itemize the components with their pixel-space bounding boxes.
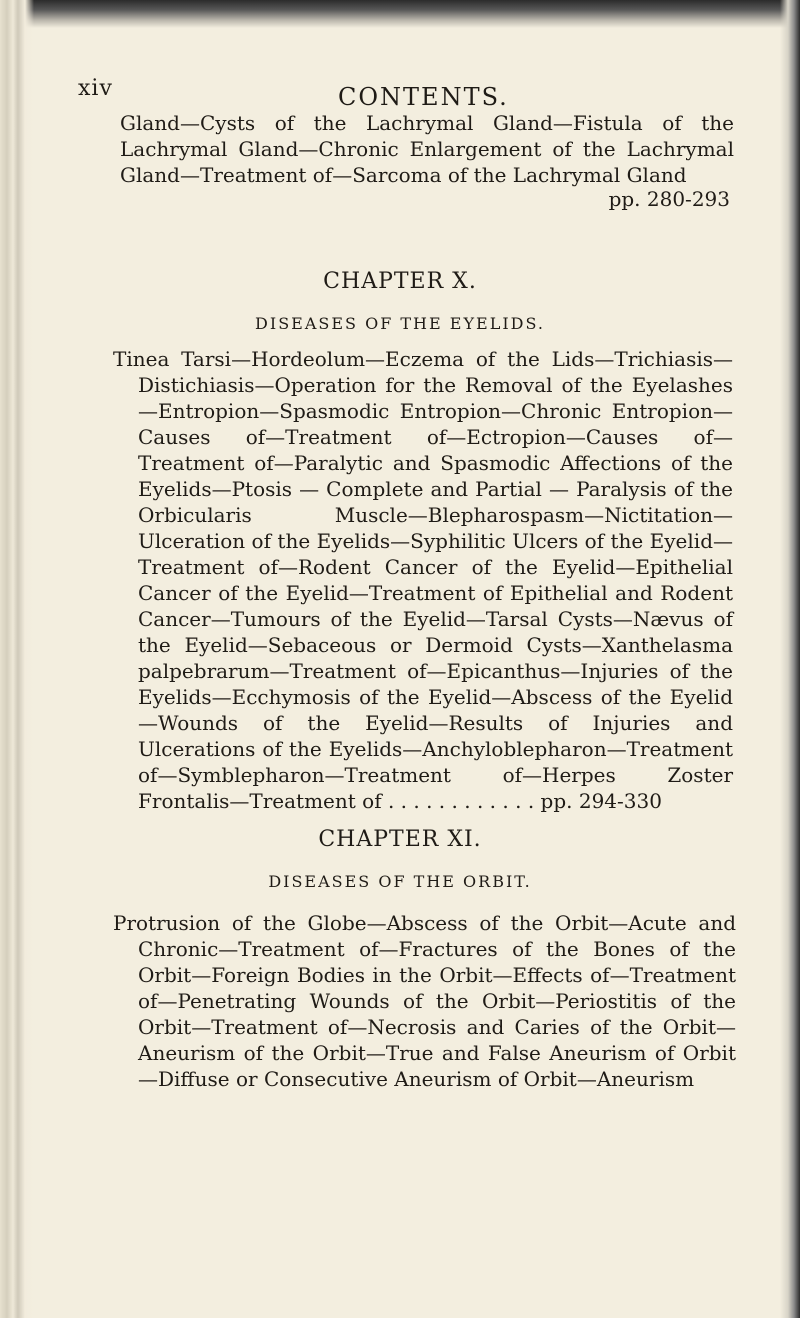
page-number: xiv [78, 76, 113, 101]
page-edge-right [780, 0, 800, 1318]
lachrymal-page-range: pp. 280-293 [608, 187, 730, 211]
eyelids-text: Tinea Tarsi—Hordeolum—Eczema of the Lids—Trichiasis—Distichiasis—Operation for the Removal of the Eyelashes—Entropion—Spasmodic Entropion—Chronic Entropion—Causes of—Treatment of—Ectropion—Causes of—Treatment of—Paralytic and Spasmodic Affections of the Eyelids—Ptosis — Complete and Partial — Paralysis of the Orbicularis Muscle—Blepharospasm—Nictitation—Ulceration of the Eyelids—Syphilitic Ulcers of the Eyelid—Treatment of—Rodent Cancer of the Eyelid—Epithelial Cancer of the Eyelid—Treatment of Epithelial and Rodent Cancer—Tumours of the Eyelid—Tarsal Cysts—Nævus of the Eyelid—Sebaceous or Dermoid Cysts—Xanthelasma palpebrarum—Treatment of—Epicanthus—Injuries of the Eyelids—Ecchymosis of the Eyelid—Abscess of the Eyelid—Wounds of the Eyelid—Results of Injuries and Ulcerations of the Eyelids—Anchyloblepharon—Treatment of—Symblepharon—Treatment of—Herpes Zoster Frontalis—Treatment of . . . . . . . . . . . . [113, 347, 733, 813]
eyelids-page-range: pp. 294-330 [540, 789, 662, 813]
orbit-contents [113, 910, 736, 1092]
lachrymal-gland-contents [120, 110, 734, 188]
page-top-shadow [0, 0, 800, 28]
book-binding-left [0, 0, 34, 1318]
chapter-xi-title: CHAPTER XI. [318, 827, 482, 852]
chapter-x-subtitle: DISEASES OF THE EYELIDS. [255, 314, 545, 333]
chapter-xi-subtitle: DISEASES OF THE ORBIT. [268, 872, 532, 891]
eyelids-contents [113, 346, 733, 814]
running-head: CONTENTS. [338, 83, 509, 111]
chapter-x-title: CHAPTER X. [323, 269, 477, 294]
orbit-text: Protrusion of the Globe—Abscess of the Orbit—Acute and Chronic—Treatment of—Fractures of the Bones of the Orbit—Foreign Bodies in the Orbit—Effects of—Treatment of—Penetrating Wounds of the Orbit—Periostitis of the Orbit—Treatment of—Necrosis and Caries of the Orbit—Aneurism of the Orbit—True and False Aneurism of Orbit—Diffuse or Consecutive Aneurism of Orbit—Aneurism [113, 911, 736, 1091]
lachrymal-gland-text: Gland—Cysts of the Lachrymal Gland—Fistula of the Lachrymal Gland—Chronic Enlargement of the Lachrymal Gland—Treatment of—Sarcoma of the Lachrymal Gland [120, 111, 734, 187]
